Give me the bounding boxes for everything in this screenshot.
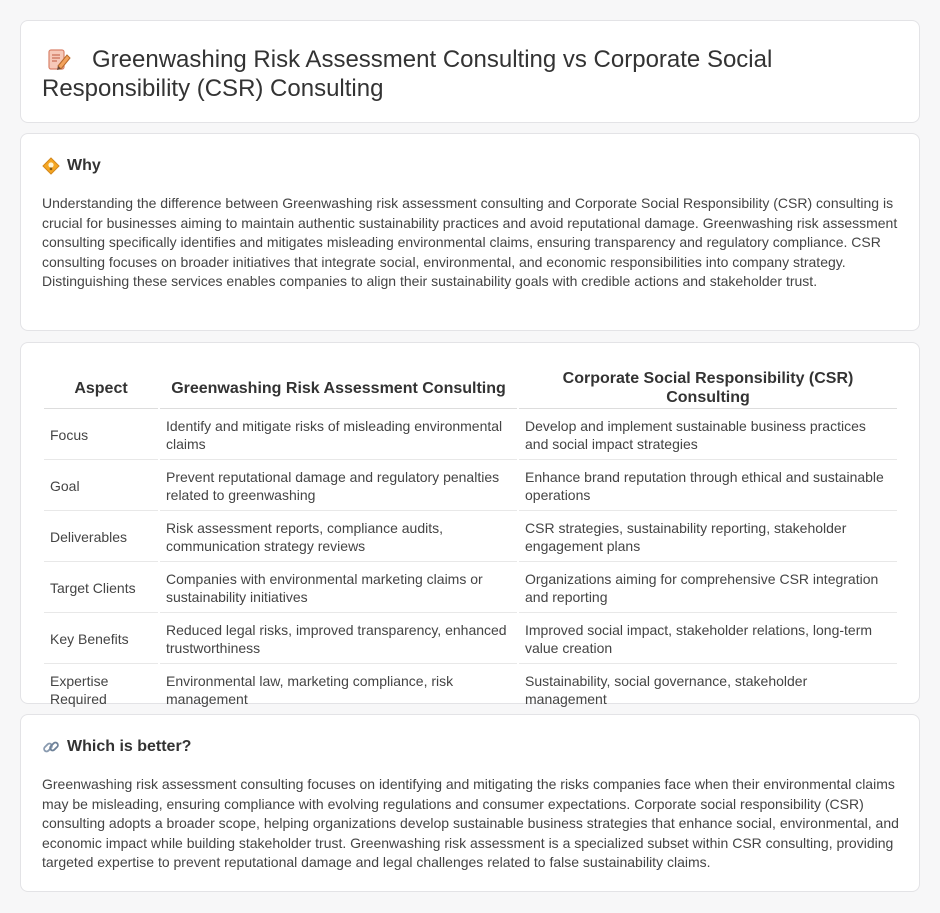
better-body: Greenwashing risk assessment consulting focuses on identifying and mitigating the risks companies face when their environmental claims may be misleading, ensuring compliance with evolving regulations and consumer expectations. Corporate social responsibility (CSR) consulting adopts a broader scope, helping organizations develop sustainable business strategies that enhance social, environmental, and economic impact while building stakeholder trust. Greenwashing risk assessment is a specialized subset within CSR consulting, providing targeted expertise to prevent reputational damage and legal challenges related to false sustainability claims. (42, 776, 899, 870)
header-csr: Corporate Social Responsibility (CSR) Consulting (519, 365, 897, 409)
why-section (20, 133, 920, 331)
header-aspect: Aspect (44, 365, 158, 409)
table-row (44, 513, 897, 562)
row-greenwashing: Identify and mitigate risks of misleading environmental claims (160, 411, 517, 460)
table-row (44, 411, 897, 460)
page-title (42, 45, 902, 103)
why-heading-text: Why (67, 157, 101, 174)
page-title-text: Greenwashing Risk Assessment Consulting vs Corporate Social Responsibility (CSR) Consulting (42, 46, 773, 102)
row-aspect: Expertise Required (44, 666, 158, 715)
why-heading (42, 156, 101, 176)
row-aspect: Goal (44, 462, 158, 511)
row-greenwashing: Companies with environmental marketing claims or sustainability initiatives (160, 564, 517, 613)
row-greenwashing: Environmental law, marketing compliance, risk management (160, 666, 517, 715)
row-csr: Develop and implement sustainable business practices and social impact strategies (519, 411, 897, 460)
title-card (20, 20, 920, 123)
row-csr: Organizations aiming for comprehensive CSR integration and reporting (519, 564, 897, 613)
header-greenwashing: Greenwashing Risk Assessment Consulting (160, 365, 517, 409)
table-row (44, 564, 897, 613)
row-greenwashing: Prevent reputational damage and regulatory penalties related to greenwashing (160, 462, 517, 511)
which-is-better-section (20, 714, 920, 892)
row-aspect: Focus (44, 411, 158, 460)
row-greenwashing: Risk assessment reports, compliance audits, communication strategy reviews (160, 513, 517, 562)
why-body: Understanding the difference between Greenwashing risk assessment consulting and Corporate Social Responsibility (CSR) consulting is crucial for businesses aiming to maintain authentic sustainability practices and avoid reputational damage. Greenwashing risk assessment consulting specifically identifies and mitigates misleading environmental claims, ensuring transparency and regulatory compliance. CSR consulting focuses on broader initiatives that integrate social, environmental, and economic responsibilities into company strategy. Distinguishing these services enables companies to align their sustainability goals with credible actions and stakeholder trust. (42, 195, 898, 289)
better-heading (42, 737, 191, 757)
comparison-table (42, 363, 899, 717)
row-csr: Enhance brand reputation through ethical and sustainable operations (519, 462, 897, 511)
comparison-section (20, 342, 920, 707)
link-icon (42, 738, 60, 756)
table-header-row (44, 365, 897, 409)
row-aspect: Deliverables (44, 513, 158, 562)
row-greenwashing: Reduced legal risks, improved transparency, enhanced trustworthiness (160, 615, 517, 664)
table-row (44, 462, 897, 511)
lightbulb-icon (42, 157, 60, 175)
row-csr: CSR strategies, sustainability reporting, stakeholder engagement plans (519, 513, 897, 562)
row-csr: Improved social impact, stakeholder relations, long-term value creation (519, 615, 897, 664)
row-aspect: Key Benefits (44, 615, 158, 664)
better-heading-text: Which is better? (67, 738, 192, 755)
row-aspect: Target Clients (44, 564, 158, 613)
edit-document-icon (46, 47, 72, 71)
table-row (44, 615, 897, 664)
table-row (44, 666, 897, 715)
row-csr: Sustainability, social governance, stakeholder management (519, 666, 897, 715)
